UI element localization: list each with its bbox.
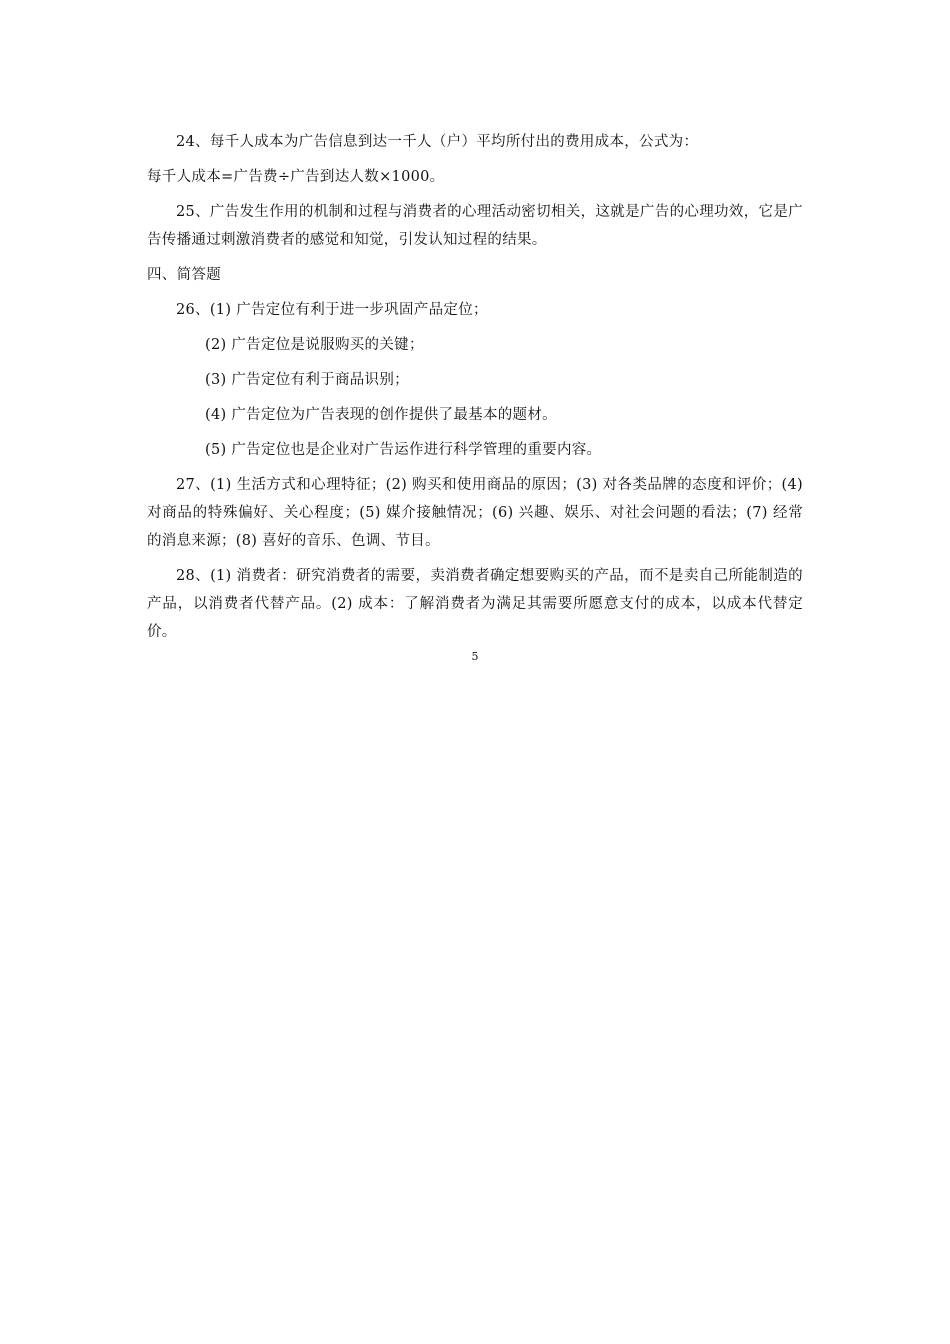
answer-27: 27、(1) 生活方式和心理特征；(2) 购买和使用商品的原因；(3) 对各类品牌的态度和评价；(4) 对商品的特殊偏好、关心程度；(5) 媒介接触情况；(6) 兴趣、娱乐、对社会问题的看法；(7) 经常的消息来源；(8) 喜好的音乐、色调、节目。: [147, 477, 803, 549]
answer-26-item-4: (4) 广告定位为广告表现的创作提供了最基本的题材。: [205, 407, 557, 423]
section-heading-short-answer: 四、简答题: [147, 267, 221, 283]
answer-26: 26、(1) 广告定位有利于进一步巩固产品定位；: [176, 302, 488, 318]
answer-28: 28、(1) 消费者：研究消费者的需要，卖消费者确定想要购买的产品，而不是卖自己所能制造的产品，以消费者代替产品。(2) 成本：了解消费者为满足其需要所愿意支付的成本，以成本代替定价。: [147, 568, 803, 640]
page-content: [147, 128, 803, 653]
answer-26-item-2: (2) 广告定位是说服购买的关键；: [205, 337, 424, 353]
page-number: 5: [471, 650, 479, 663]
answer-25: 25、广告发生作用的机制和过程与消费者的心理活动密切相关，这就是广告的心理功效，它是广告传播通过刺激消费者的感觉和知觉，引发认知过程的结果。: [147, 204, 803, 248]
answer-24-formula: 每千人成本=广告费÷广告到达人数×1000。: [147, 169, 445, 185]
answer-24: 24、每千人成本为广告信息到达一千人（户）平均所付出的费用成本，公式为：: [176, 134, 699, 150]
answer-26-item-5: (5) 广告定位也是企业对广告运作进行科学管理的重要内容。: [205, 442, 602, 458]
answer-26-item-3: (3) 广告定位有利于商品识别；: [205, 372, 409, 388]
